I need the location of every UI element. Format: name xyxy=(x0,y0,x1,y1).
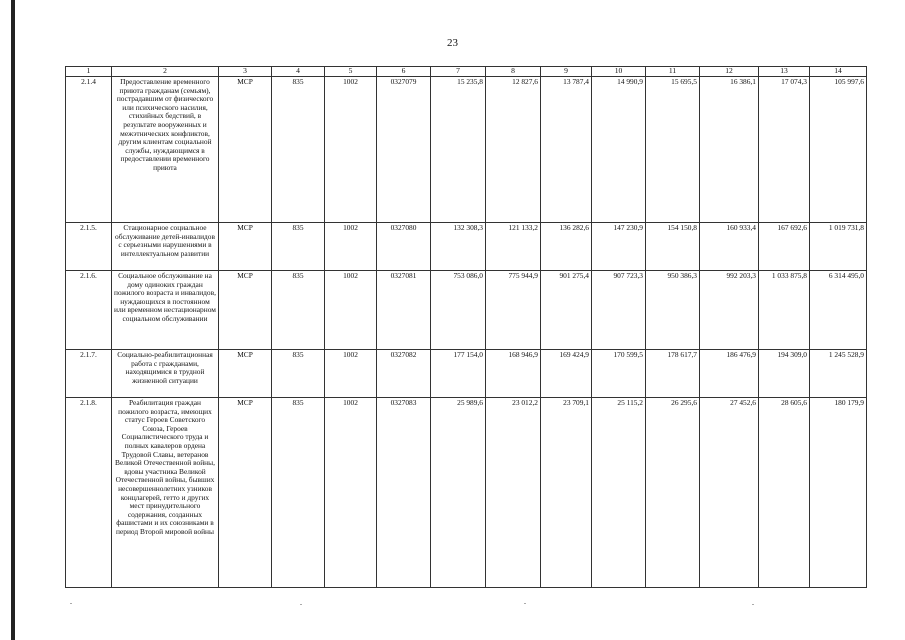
row-value-14: 180 179,9 xyxy=(810,398,867,588)
row-value-7: 177 154,0 xyxy=(431,350,486,398)
row-value-13: 194 309,0 xyxy=(759,350,810,398)
row-code-4: 835 xyxy=(272,398,325,588)
column-header: 9 xyxy=(541,67,592,77)
row-value-11: 26 295,6 xyxy=(646,398,700,588)
row-gov-body: МСР xyxy=(219,350,272,398)
column-header: 5 xyxy=(325,67,377,77)
row-value-12: 992 203,3 xyxy=(700,271,759,350)
row-code-5: 1002 xyxy=(325,77,377,223)
scan-artifact xyxy=(524,603,526,604)
row-value-10: 907 723,3 xyxy=(592,271,646,350)
column-header: 3 xyxy=(219,67,272,77)
row-code-4: 835 xyxy=(272,350,325,398)
page-number: 23 xyxy=(447,37,458,49)
row-value-14: 1 245 528,9 xyxy=(810,350,867,398)
row-value-10: 170 599,5 xyxy=(592,350,646,398)
row-number: 2.1.4 xyxy=(66,77,112,223)
column-header: 7 xyxy=(431,67,486,77)
row-value-7: 15 235,8 xyxy=(431,77,486,223)
column-header: 11 xyxy=(646,67,700,77)
row-code-4: 835 xyxy=(272,271,325,350)
budget-table xyxy=(65,66,867,588)
row-value-11: 178 617,7 xyxy=(646,350,700,398)
row-value-7: 25 989,6 xyxy=(431,398,486,588)
table-row xyxy=(66,77,867,223)
row-code-4: 835 xyxy=(272,223,325,271)
header-row xyxy=(66,67,867,77)
row-value-8: 775 944,9 xyxy=(486,271,541,350)
row-gov-body: МСР xyxy=(219,77,272,223)
row-value-9: 23 709,1 xyxy=(541,398,592,588)
row-code-5: 1002 xyxy=(325,271,377,350)
scan-artifact xyxy=(70,603,72,604)
row-value-13: 28 605,6 xyxy=(759,398,810,588)
row-value-12: 186 476,9 xyxy=(700,350,759,398)
scan-artifact xyxy=(752,604,754,605)
scan-edge-bar xyxy=(11,0,15,640)
row-description: Предоставление временного приюта гражданам (семьям), пострадавшим от физического или психического насилия, стихийных бедствий, в результате вооруженных и межэтнических конфликтов, другим клиентам социальной службы, нуждающимся в предоставлении временного приюта xyxy=(112,77,219,223)
column-header: 14 xyxy=(810,67,867,77)
row-value-11: 154 150,8 xyxy=(646,223,700,271)
column-header: 10 xyxy=(592,67,646,77)
table-row xyxy=(66,398,867,588)
row-code-6: 0327083 xyxy=(377,398,431,588)
row-number: 2.1.6. xyxy=(66,271,112,350)
row-gov-body: МСР xyxy=(219,223,272,271)
row-code-6: 0327080 xyxy=(377,223,431,271)
row-value-13: 17 074,3 xyxy=(759,77,810,223)
row-description: Социальное обслуживание на дому одиноких граждан пожилого возраста и инвалидов, нуждающихся в постоянном или временном нестационарном социальном обслуживании xyxy=(112,271,219,350)
row-gov-body: МСР xyxy=(219,271,272,350)
row-number: 2.1.7. xyxy=(66,350,112,398)
row-value-8: 168 946,9 xyxy=(486,350,541,398)
row-value-8: 121 133,2 xyxy=(486,223,541,271)
row-description: Социально-реабилитационная работа с гражданами, находящимися в трудной жизненной ситуации xyxy=(112,350,219,398)
row-value-13: 1 033 875,8 xyxy=(759,271,810,350)
row-value-10: 14 990,9 xyxy=(592,77,646,223)
column-header: 6 xyxy=(377,67,431,77)
row-value-12: 160 933,4 xyxy=(700,223,759,271)
row-value-10: 147 230,9 xyxy=(592,223,646,271)
row-value-12: 16 386,1 xyxy=(700,77,759,223)
column-header: 2 xyxy=(112,67,219,77)
row-code-5: 1002 xyxy=(325,398,377,588)
row-value-9: 136 282,6 xyxy=(541,223,592,271)
row-value-12: 27 452,6 xyxy=(700,398,759,588)
row-code-6: 0327081 xyxy=(377,271,431,350)
column-header: 4 xyxy=(272,67,325,77)
column-header: 1 xyxy=(66,67,112,77)
table-row xyxy=(66,350,867,398)
row-value-10: 25 115,2 xyxy=(592,398,646,588)
row-value-11: 15 695,5 xyxy=(646,77,700,223)
row-code-4: 835 xyxy=(272,77,325,223)
row-value-11: 950 386,3 xyxy=(646,271,700,350)
table-row xyxy=(66,223,867,271)
row-value-9: 901 275,4 xyxy=(541,271,592,350)
row-code-5: 1002 xyxy=(325,350,377,398)
row-number: 2.1.5. xyxy=(66,223,112,271)
row-gov-body: МСР xyxy=(219,398,272,588)
scan-artifact xyxy=(300,604,302,605)
row-value-9: 169 424,9 xyxy=(541,350,592,398)
column-header: 13 xyxy=(759,67,810,77)
row-value-14: 6 314 495,0 xyxy=(810,271,867,350)
table-row xyxy=(66,271,867,350)
row-value-14: 105 997,6 xyxy=(810,77,867,223)
row-code-6: 0327082 xyxy=(377,350,431,398)
row-description: Стационарное социальное обслуживание детей-инвалидов с серьезными нарушениями в интеллектуальном развитии xyxy=(112,223,219,271)
row-description: Реабилитация граждан пожилого возраста, имеющих статус Героев Советского Союза, Героев Социалистического труда и полных кавалеров ордена Трудовой Славы, ветеранов Великой Отечественной войны, вдовы участника Великой Отечественной войны, бывших несовершеннолетних узников концлагерей, гетто и других мест принудительного содержания, созданных фашистами и их союзниками в период Второй мировой войны xyxy=(112,398,219,588)
row-value-9: 13 787,4 xyxy=(541,77,592,223)
row-value-7: 753 086,0 xyxy=(431,271,486,350)
row-code-5: 1002 xyxy=(325,223,377,271)
row-number: 2.1.8. xyxy=(66,398,112,588)
row-value-13: 167 692,6 xyxy=(759,223,810,271)
column-header: 12 xyxy=(700,67,759,77)
row-value-14: 1 019 731,8 xyxy=(810,223,867,271)
row-value-7: 132 308,3 xyxy=(431,223,486,271)
row-value-8: 12 827,6 xyxy=(486,77,541,223)
row-code-6: 0327079 xyxy=(377,77,431,223)
column-header: 8 xyxy=(486,67,541,77)
row-value-8: 23 012,2 xyxy=(486,398,541,588)
